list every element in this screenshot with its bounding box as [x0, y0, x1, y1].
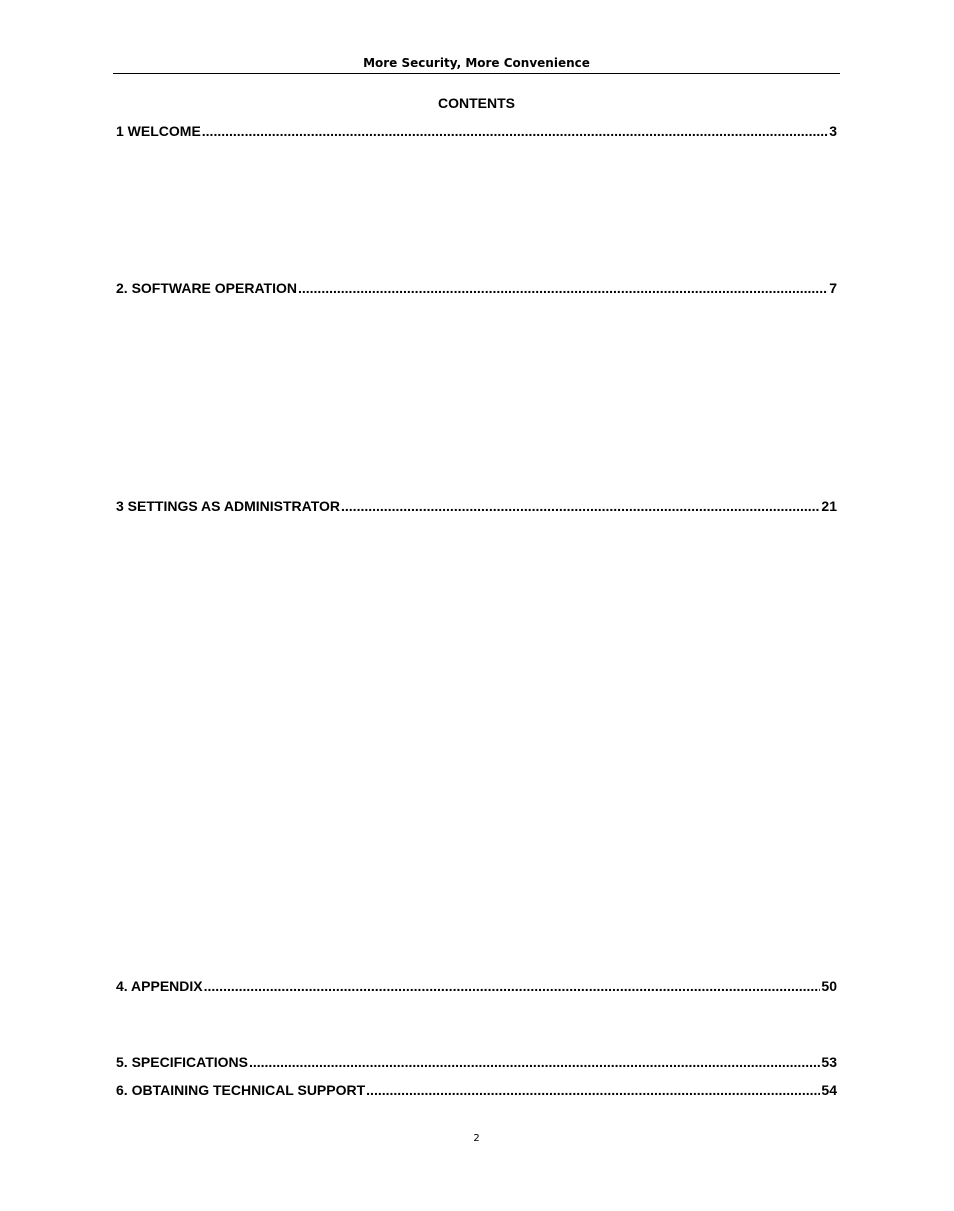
toc-entry-welcome[interactable]	[116, 122, 837, 140]
toc-entry-page: 7	[829, 280, 837, 296]
toc-leader-dots	[202, 122, 828, 140]
header-divider	[113, 73, 840, 74]
toc-entry-page: 53	[821, 1054, 837, 1070]
toc-entry-settings-as-administrator[interactable]	[116, 497, 837, 515]
toc-entry-page: 3	[829, 123, 837, 139]
toc-entry-page: 54	[821, 1082, 837, 1098]
toc-entry-title: 3 SETTINGS AS ADMINISTRATOR	[116, 498, 341, 514]
toc-entry-title: 6. OBTAINING TECHNICAL SUPPORT	[116, 1082, 366, 1098]
toc-leader-dots	[341, 497, 820, 515]
toc-entry-specifications[interactable]	[116, 1053, 837, 1071]
toc-entry-title: 2. SOFTWARE OPERATION	[116, 280, 297, 296]
toc-entry-title: 5. SPECIFICATIONS	[116, 1054, 248, 1070]
toc-leader-dots	[298, 279, 828, 297]
contents-title: CONTENTS	[438, 95, 515, 111]
toc-leader-dots	[204, 977, 821, 995]
toc-entry-technical-support[interactable]	[116, 1081, 837, 1099]
toc-leader-dots	[366, 1081, 820, 1099]
toc-entry-page: 21	[821, 498, 837, 514]
toc-entry-page: 50	[821, 978, 837, 994]
toc-leader-dots	[249, 1053, 820, 1071]
toc-entry-title: 4. APPENDIX	[116, 978, 203, 994]
page-header: More Security, More Convenience	[363, 56, 590, 70]
toc-entry-appendix[interactable]	[116, 977, 837, 995]
toc-entry-software-operation[interactable]	[116, 279, 837, 297]
page-number: 2	[473, 1133, 480, 1144]
toc-entry-title: 1 WELCOME	[116, 123, 201, 139]
